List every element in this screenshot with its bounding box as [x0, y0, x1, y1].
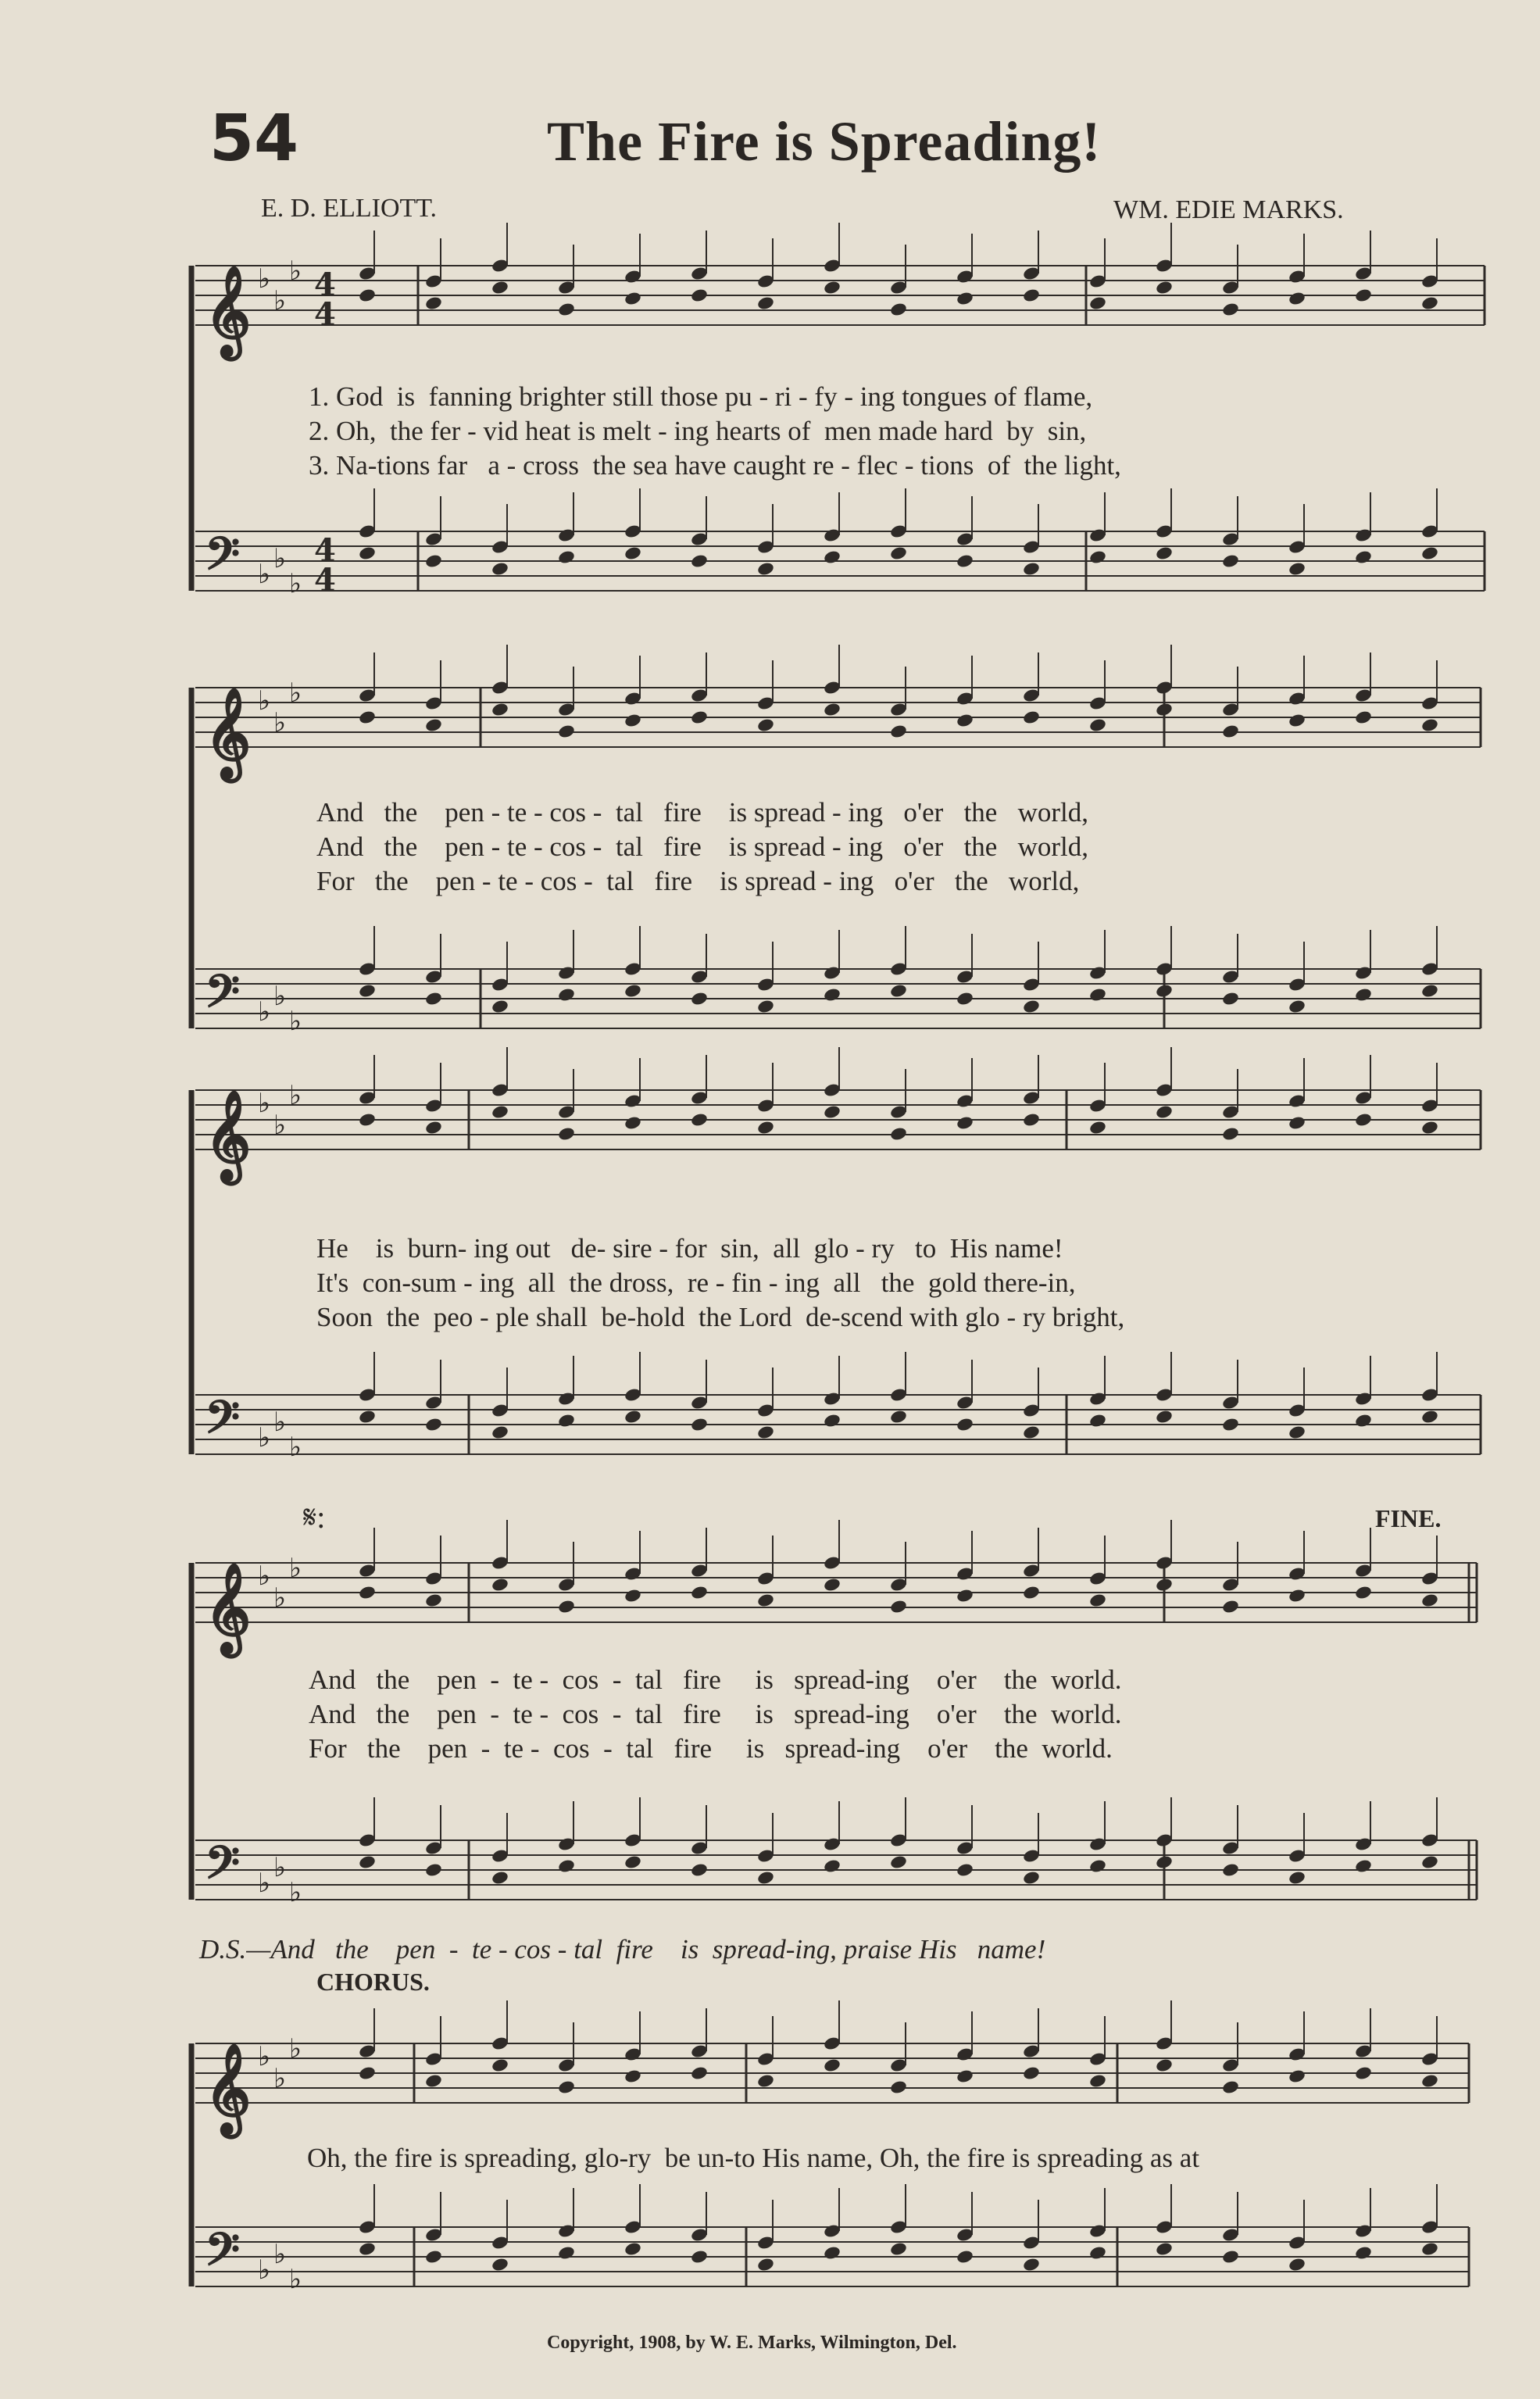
bass-note	[1221, 553, 1240, 569]
bass-note	[557, 987, 576, 1003]
treble-note	[690, 1585, 709, 1600]
bass-note	[756, 999, 775, 1014]
flat-sign: ♭	[289, 1006, 302, 1037]
treble-note	[491, 702, 509, 717]
flat-sign: ♭	[258, 1088, 271, 1119]
flat-sign: ♭	[289, 568, 302, 599]
treble-note	[956, 2068, 974, 2084]
treble-note	[1354, 710, 1373, 725]
bass-note	[1155, 983, 1174, 999]
flat-sign: ♭	[289, 1080, 302, 1111]
lyric-s1-verse2: 2. Oh, the fer - vid heat is melt - ing hearts of men made hard by sin,	[309, 416, 1087, 446]
bass-note	[1354, 1413, 1373, 1428]
treble-note	[823, 1104, 841, 1120]
bass-note	[1288, 1425, 1306, 1440]
treble-note	[557, 724, 576, 739]
treble-note	[1420, 1120, 1439, 1135]
flat-sign: ♭	[273, 1582, 287, 1614]
treble-note	[690, 710, 709, 725]
flat-sign: ♭	[289, 2033, 302, 2065]
treble-note	[1288, 1115, 1306, 1131]
treble-note	[358, 710, 377, 725]
flat-sign: ♭	[258, 263, 271, 295]
bass-note	[358, 2241, 377, 2257]
treble-note	[756, 295, 775, 311]
treble-note	[956, 1115, 974, 1131]
treble-note	[424, 2073, 443, 2089]
hymn-number: 54	[209, 102, 299, 176]
bass-note	[756, 1870, 775, 1886]
bass-clef: 𝄢	[205, 964, 241, 1029]
bass-note	[624, 545, 642, 561]
bass-note	[1288, 999, 1306, 1014]
bass-clef: 𝄢	[205, 1390, 241, 1455]
bass-note	[424, 991, 443, 1006]
bass-note	[1354, 2245, 1373, 2261]
flat-sign: ♭	[289, 2264, 302, 2295]
treble-note	[1155, 702, 1174, 717]
bass-note	[1221, 1417, 1240, 1432]
bass-note	[690, 1862, 709, 1878]
treble-note	[1288, 1588, 1306, 1604]
flat-sign: ♭	[289, 256, 302, 287]
treble-note	[690, 2065, 709, 2081]
bass-note	[557, 1413, 576, 1428]
treble-note	[557, 2079, 576, 2095]
flat-sign: ♭	[258, 996, 271, 1028]
bass-note	[491, 1870, 509, 1886]
bass-note	[1420, 2241, 1439, 2257]
treble-note	[557, 1126, 576, 1142]
bass-note	[424, 553, 443, 569]
flat-sign: ♭	[289, 1877, 302, 1908]
treble-note	[823, 702, 841, 717]
treble-note	[557, 1599, 576, 1614]
treble-note	[1022, 2065, 1041, 2081]
bass-note	[823, 987, 841, 1003]
bass-note	[1022, 1870, 1041, 1886]
treble-note	[1155, 1577, 1174, 1593]
bass-note	[956, 1417, 974, 1432]
bass-note	[491, 561, 509, 577]
bass-note	[889, 1854, 908, 1870]
flat-sign: ♭	[273, 981, 287, 1012]
treble-note	[491, 280, 509, 295]
flat-sign: ♭	[258, 685, 271, 717]
treble-note	[956, 1588, 974, 1604]
bass-note	[1155, 1409, 1174, 1425]
bass-note	[1022, 2257, 1041, 2272]
lyric-s3-verse2: It's con-sum - ing all the dross, re - fin - ing all the gold there-in,	[316, 1267, 1076, 1298]
treble-clef: 𝄞	[205, 2042, 252, 2134]
bass-note	[823, 2245, 841, 2261]
treble-note	[823, 280, 841, 295]
lyric-s1-verse3: 3. Na-tions far a - cross the sea have caught re - flec - tions of the light,	[309, 450, 1121, 481]
bass-note	[1088, 2245, 1107, 2261]
treble-note	[1022, 710, 1041, 725]
flat-sign: ♭	[273, 1110, 287, 1141]
bass-note	[690, 2249, 709, 2265]
treble-note	[889, 1126, 908, 1142]
treble-note	[358, 288, 377, 303]
bass-note	[1221, 991, 1240, 1006]
bass-clef: 𝄢	[205, 527, 241, 592]
treble-clef: 𝄞	[205, 1561, 252, 1654]
lyric-s2-verse2: And the pen - te - cos - tal fire is spread - ing o'er the world,	[316, 831, 1088, 862]
bass-clef: 𝄢	[205, 2222, 241, 2287]
treble-note	[823, 2058, 841, 2073]
bass-note	[1420, 1854, 1439, 1870]
bass-note	[889, 1409, 908, 1425]
flat-sign: ♭	[273, 707, 287, 738]
flat-sign: ♭	[289, 1432, 302, 1463]
time-signature-bottom: 4	[314, 562, 336, 599]
treble-note	[358, 2065, 377, 2081]
treble-note	[756, 1593, 775, 1608]
treble-note	[1088, 1120, 1107, 1135]
lyric-s1-verse1: 1. God is fanning brighter still those pu - ri - fy - ing tongues of flame,	[309, 381, 1093, 412]
treble-note	[1354, 1112, 1373, 1128]
bass-note	[1022, 999, 1041, 1014]
treble-note	[956, 713, 974, 728]
treble-note	[889, 302, 908, 317]
treble-clef: 𝄞	[205, 686, 252, 778]
bass-note	[1288, 1870, 1306, 1886]
bass-note	[956, 1862, 974, 1878]
bass-note	[690, 991, 709, 1006]
bass-note	[823, 1413, 841, 1428]
treble-note	[1288, 713, 1306, 728]
treble-note	[1155, 280, 1174, 295]
bass-note	[557, 2245, 576, 2261]
bass-note	[1288, 561, 1306, 577]
flat-sign: ♭	[258, 2254, 271, 2286]
treble-note	[1420, 295, 1439, 311]
bass-note	[823, 1858, 841, 1874]
treble-note	[1221, 1599, 1240, 1614]
flat-sign: ♭	[273, 1852, 287, 1883]
treble-note	[1155, 1104, 1174, 1120]
treble-note	[823, 1577, 841, 1593]
treble-note	[1022, 1585, 1041, 1600]
bass-note	[1420, 983, 1439, 999]
bass-note	[889, 983, 908, 999]
flat-sign: ♭	[258, 1868, 271, 1899]
treble-note	[956, 291, 974, 306]
bass-note	[956, 2249, 974, 2265]
treble-note	[889, 724, 908, 739]
treble-note	[1088, 2073, 1107, 2089]
bass-note	[1354, 987, 1373, 1003]
bass-note	[491, 1425, 509, 1440]
bass-note	[358, 1409, 377, 1425]
segno-mark: 𝄋:	[303, 1500, 326, 1535]
treble-note	[624, 713, 642, 728]
treble-note	[424, 1593, 443, 1608]
treble-note	[756, 2073, 775, 2089]
flat-sign: ♭	[258, 1422, 271, 1453]
treble-note	[424, 1120, 443, 1135]
treble-note	[557, 302, 576, 317]
treble-note	[624, 291, 642, 306]
treble-note	[1088, 717, 1107, 733]
bass-note	[889, 2241, 908, 2257]
treble-note	[424, 717, 443, 733]
lyric-s4-verse2: And the pen - te - cos - tal fire is spread-ing o'er the world.	[309, 1699, 1122, 1729]
hymn-title: The Fire is Spreading!	[547, 110, 1102, 173]
bass-note	[491, 999, 509, 1014]
treble-note	[491, 2058, 509, 2073]
bass-note	[624, 1854, 642, 1870]
treble-note	[756, 1120, 775, 1135]
bass-note	[1420, 545, 1439, 561]
flat-sign: ♭	[273, 543, 287, 574]
bass-note	[1288, 2257, 1306, 2272]
treble-note	[491, 1104, 509, 1120]
flat-sign: ♭	[258, 2041, 271, 2072]
bass-note	[690, 553, 709, 569]
treble-note	[1420, 717, 1439, 733]
bass-note	[624, 983, 642, 999]
treble-note	[1221, 2079, 1240, 2095]
composer-credit: WM. EDIE MARKS.	[1113, 195, 1344, 224]
time-signature-top: 4	[314, 532, 336, 569]
time-signature-bottom: 4	[314, 296, 336, 333]
bass-note	[956, 991, 974, 1006]
bass-note	[624, 1409, 642, 1425]
bass-note	[1354, 1858, 1373, 1874]
bass-note	[690, 1417, 709, 1432]
treble-note	[1221, 724, 1240, 739]
bass-note	[424, 1417, 443, 1432]
ds-lyric-line: D.S.—And the pen - te - cos - tal fire is spread-ing, praise His name!	[199, 1934, 1046, 1965]
bass-note	[1022, 561, 1041, 577]
lyric-s2-verse1: And the pen - te - cos - tal fire is spread - ing o'er the world,	[316, 797, 1088, 828]
lyric-s3-verse1: He is burn- ing out de- sire - for sin, all glo - ry to His name!	[316, 1233, 1063, 1264]
treble-note	[624, 2068, 642, 2084]
bass-note	[1155, 1854, 1174, 1870]
flat-sign: ♭	[273, 2239, 287, 2270]
copyright-notice: Copyright, 1908, by W. E. Marks, Wilmington, Del.	[547, 2333, 957, 2353]
bass-note	[823, 549, 841, 565]
fine-mark: FINE.	[1375, 1504, 1442, 1532]
bass-note	[1022, 1425, 1041, 1440]
bass-note	[1088, 987, 1107, 1003]
treble-note	[690, 1112, 709, 1128]
bass-note	[624, 2241, 642, 2257]
treble-clef: 𝄞	[205, 1089, 252, 1181]
treble-note	[624, 1115, 642, 1131]
bass-note	[557, 1858, 576, 1874]
bass-note	[756, 1425, 775, 1440]
bass-note	[1354, 549, 1373, 565]
bass-note	[756, 561, 775, 577]
bass-note	[358, 983, 377, 999]
treble-note	[1420, 2073, 1439, 2089]
flat-sign: ♭	[258, 1561, 271, 1592]
bass-note	[1221, 1862, 1240, 1878]
bass-note	[1155, 545, 1174, 561]
bass-note	[358, 1854, 377, 1870]
bass-note	[1088, 1413, 1107, 1428]
treble-note	[690, 288, 709, 303]
chorus-lyric: Oh, the fire is spreading, glo-ry be un-to His name, Oh, the fire is spreading as at	[307, 2143, 1200, 2173]
bass-note	[1221, 2249, 1240, 2265]
treble-note	[1088, 1593, 1107, 1608]
treble-note	[889, 1599, 908, 1614]
lyric-s2-verse3: For the pen - te - cos - tal fire is spread - ing o'er the world,	[316, 866, 1080, 896]
flat-sign: ♭	[273, 1407, 287, 1438]
treble-note	[1420, 1593, 1439, 1608]
treble-note	[1354, 2065, 1373, 2081]
treble-note	[1288, 2068, 1306, 2084]
bass-note	[424, 1862, 443, 1878]
treble-note	[1354, 288, 1373, 303]
flat-sign: ♭	[289, 1553, 302, 1584]
treble-note	[1354, 1585, 1373, 1600]
bass-note	[756, 2257, 775, 2272]
treble-note	[358, 1585, 377, 1600]
bass-note	[358, 545, 377, 561]
bass-note	[889, 545, 908, 561]
treble-note	[624, 1588, 642, 1604]
treble-note	[1221, 302, 1240, 317]
lyric-s4-verse3: For the pen - te - cos - tal fire is spread-ing o'er the world.	[309, 1733, 1113, 1764]
chorus-heading: CHORUS.	[316, 1968, 430, 1996]
treble-clef: 𝄞	[205, 264, 252, 356]
treble-note	[358, 1112, 377, 1128]
treble-note	[889, 2079, 908, 2095]
flat-sign: ♭	[273, 2063, 287, 2094]
bass-note	[956, 553, 974, 569]
bass-note	[1088, 1858, 1107, 1874]
time-signature-top: 4	[314, 266, 336, 303]
flat-sign: ♭	[289, 678, 302, 709]
flat-sign: ♭	[273, 285, 287, 316]
lyricist-credit: E. D. ELLIOTT.	[261, 194, 438, 223]
treble-note	[1022, 288, 1041, 303]
treble-note	[1221, 1126, 1240, 1142]
bass-clef: 𝄢	[205, 1836, 241, 1900]
lyric-s3-verse3: Soon the peo - ple shall be-hold the Lord de-scend with glo - ry bright,	[316, 1302, 1125, 1332]
bass-note	[491, 2257, 509, 2272]
treble-note	[424, 295, 443, 311]
treble-note	[756, 717, 775, 733]
lyric-s4-verse1: And the pen - te - cos - tal fire is spread-ing o'er the world.	[309, 1664, 1122, 1695]
treble-note	[1288, 291, 1306, 306]
treble-note	[1155, 2058, 1174, 2073]
bass-note	[424, 2249, 443, 2265]
bass-note	[1155, 2241, 1174, 2257]
treble-note	[1022, 1112, 1041, 1128]
treble-note	[491, 1577, 509, 1593]
bass-note	[1420, 1409, 1439, 1425]
bass-note	[1088, 549, 1107, 565]
bass-note	[557, 549, 576, 565]
treble-note	[1088, 295, 1107, 311]
flat-sign: ♭	[258, 559, 271, 590]
